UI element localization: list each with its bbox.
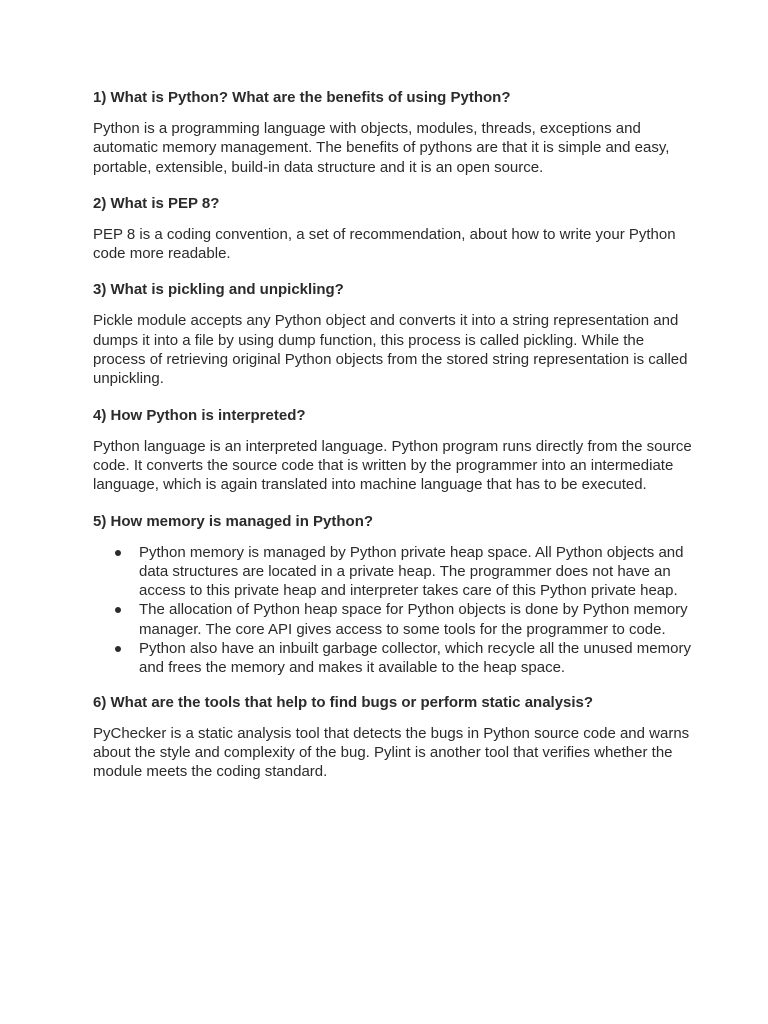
list-item xyxy=(93,600,693,639)
bullet-text: The allocation of Python heap space for Python objects is done by Python memory manager. The core API gives access to some tools for the programmer to code. xyxy=(139,601,688,638)
bullet-text: Python memory is managed by Python private heap space. All Python objects and data structures are located in a private heap. The programmer does not have an access to this private heap and interpreter takes care of this Python private heap. xyxy=(139,543,684,600)
answer-6-paragraph: PyChecker is a static analysis tool that detects the bugs in Python source code and warns about the style and complexity of the bug. Pylint is another tool that verifies whether the module meets the coding standard. xyxy=(93,724,690,781)
answer-4-paragraph: Python language is an interpreted language. Python program runs directly from the source code. It converts the source code that is written by the programmer into an intermediate language, which is again translated into machine language that has to be executed. xyxy=(93,437,692,494)
question-4-heading: 4) How Python is interpreted? xyxy=(93,406,306,424)
document-content xyxy=(93,88,693,799)
question-3-heading: 3) What is pickling and unpickling? xyxy=(93,281,344,299)
answer-2-paragraph: PEP 8 is a coding convention, a set of recommendation, about how to write your Python code more readable. xyxy=(93,225,676,263)
bullet-icon xyxy=(115,646,121,652)
bullet-icon xyxy=(115,550,121,556)
answer-3-paragraph: Pickle module accepts any Python object and converts it into a string representation and dumps it into a file by using dump function, this process is called pickling. While the process of retrieving original Python objects from the stored string representation is called unpickling. xyxy=(93,312,688,388)
question-6-heading: 6) What are the tools that help to find bugs or perform static analysis? xyxy=(93,693,594,711)
question-5-heading: 5) How memory is managed in Python? xyxy=(93,512,374,530)
list-item xyxy=(93,543,693,601)
list-item xyxy=(93,639,693,678)
bullet-text: Python also have an inbuilt garbage collector, which recycle all the unused memory and frees the memory and makes it available to the heap space. xyxy=(139,640,691,677)
answer-5-bullet-list xyxy=(93,543,693,678)
question-2-heading: 2) What is PEP 8? xyxy=(93,194,220,212)
answer-1-paragraph: Python is a programming language with objects, modules, threads, exceptions and automatic memory management. The benefits of pythons are that it is simple and easy, portable, extensible, build-in data structure and it is an open source. xyxy=(93,120,670,176)
question-1-heading: 1) What is Python? What are the benefits of using Python? xyxy=(93,89,511,106)
bullet-icon xyxy=(115,607,121,613)
